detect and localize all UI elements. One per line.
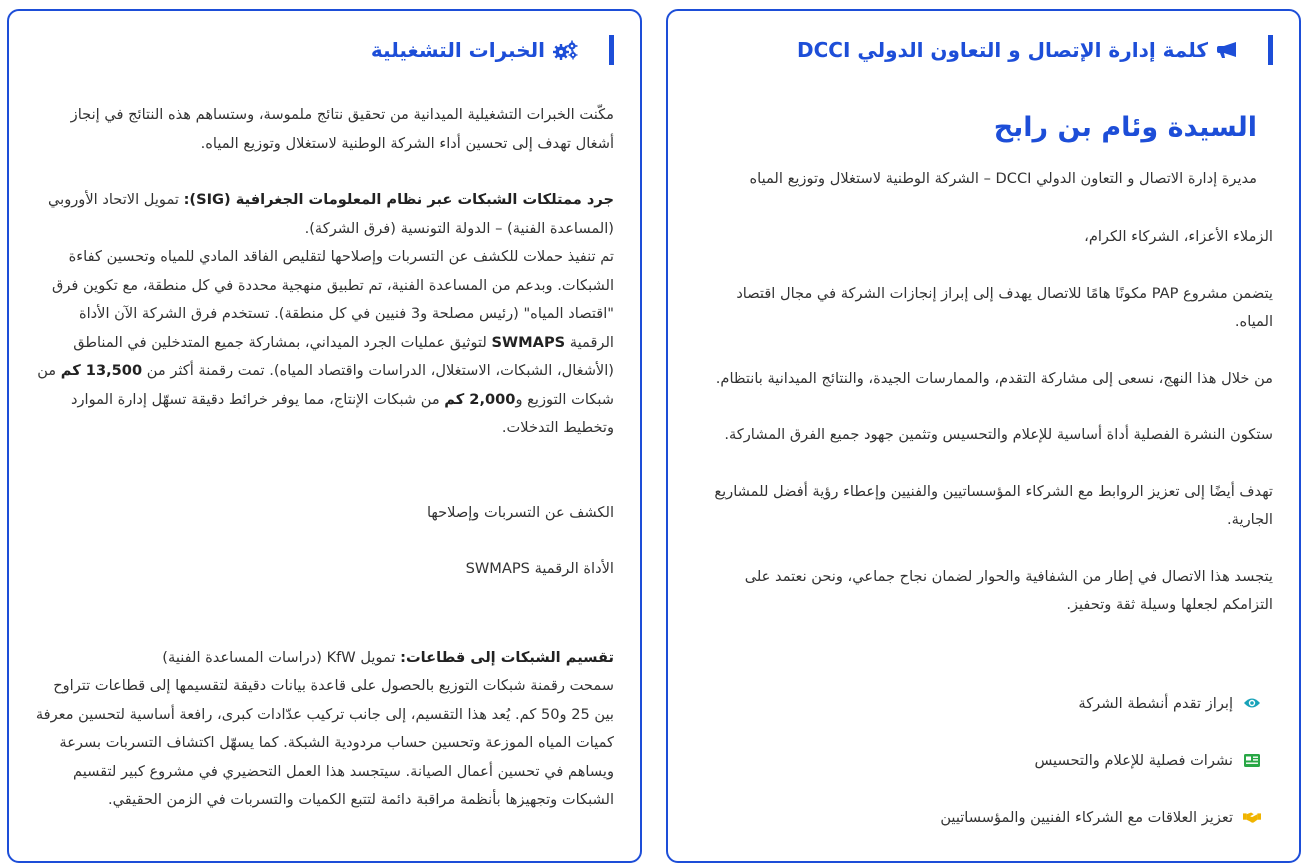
production-km: 2,000 كم <box>444 390 516 408</box>
director-name: السيدة وئام بن رابح <box>993 112 1257 143</box>
director-role: مديرة إدارة الاتصال و التعاون الدولي DCCI – الشركة الوطنية لاستغلال وتوزيع المياه <box>749 170 1257 187</box>
swmaps-caption: الأداة الرقمية SWMAPS <box>465 560 614 577</box>
leak-detection-caption: الكشف عن التسربات وإصلاحها <box>426 503 614 521</box>
gears-icon <box>553 40 579 60</box>
operations-intro: مكّنت الخبرات التشغيلية الميدانية من تحقيق نتائج ملموسة، وستساهم هذه النتائج في إنجاز أشغال تهدف إلى تحسين أداء الشركة الوطنية لاستغلال وتوزيع المياه. <box>70 106 614 152</box>
newspaper-icon <box>1243 751 1261 769</box>
highlight-item <box>701 746 1261 774</box>
sig-section <box>32 186 614 243</box>
megaphone-icon <box>1216 40 1238 60</box>
sectorization-funding: تمويل KfW (دراسات المساعدة الفنية) <box>162 648 401 666</box>
sig-body-part: من شبكات الإنتاج، مما يوفر خرائط دقيقة تسهّل إدارة الموارد وتخطيط التدخلات. <box>70 390 614 436</box>
sig-body-part: لتوثيق عمليات الجرد الميداني، بمشاركة جميع المتدخلين في المناطق (الأشغال، الشبكات، الاستغلال، الدراسات واقتصاد المياه). تمت رقمنة أكثر من <box>73 333 614 379</box>
highlight-label: نشرات فصلية للإعلام والتحسيس <box>1034 751 1233 769</box>
handshake-icon <box>1243 808 1261 826</box>
sig-body <box>32 243 614 443</box>
sig-heading: جرد ممتلكات الشبكات عبر نظام المعلومات الجغرافية (SIG): <box>183 191 614 208</box>
sectorization-heading: تقسيم الشبكات إلى قطاعات: <box>400 648 614 666</box>
message-body <box>695 223 1273 648</box>
communication-title-text: كلمة إدارة الإتصال و التعاون الدولي DCCI <box>797 38 1208 62</box>
operations-card-title <box>35 35 614 65</box>
operations-body <box>32 101 614 815</box>
message-paragraph: يتجسد هذا الاتصال في إطار من الشفافية والحوار لضمان نجاح جماعي، ونحن نعتمد على التزامكم لجعلها وسيلة ثقة وتحفيز. <box>744 567 1273 613</box>
distribution-km: 13,500 كم <box>60 362 143 379</box>
highlight-label: تعزيز العلاقات مع الشركاء الفنيين والمؤسساتيين <box>940 808 1233 826</box>
operations-card <box>7 9 642 863</box>
communication-card <box>666 9 1301 863</box>
sig-funding: تمويل الاتحاد الأوروبي (المساعدة الفنية) – الدولة التونسية (فرق الشركة). <box>47 191 614 237</box>
communication-card-title <box>694 35 1273 65</box>
message-paragraph: تهدف أيضًا إلى تعزيز الروابط مع الشركاء المؤسساتيين والفنيين وإعطاء رؤية أفضل للمشاريع الجارية. <box>714 482 1273 528</box>
swmaps-tool: SWMAPS <box>491 333 566 351</box>
sectorization-section <box>32 644 614 673</box>
sig-body-part: من شبكات التوزيع و <box>37 362 614 408</box>
highlight-item <box>701 803 1261 831</box>
message-paragraph: من خلال هذا النهج، نسعى إلى مشاركة التقدم، والممارسات الجيدة، والنتائج الميدانية بانتظام. <box>715 369 1273 387</box>
sig-body-part: تم تنفيذ حملات للكشف عن التسربات وإصلاحها لتقليص الفاقد المادي للمياه وتحسين كفاءة الشبكات. وبدعم من المساعدة الفنية، تم تطبيق منهجية محددة في كل منطقة، مع تكوين فرق "اقتصاد المياه" (رئيس مصلحة و3 فنيين في كل منطقة). تستخدم فرق الشركة الآن الأداة الرقمية <box>52 248 614 351</box>
sectorization-body: سمحت رقمنة شبكات التوزيع بالحصول على قاعدة بيانات دقيقة لتقسيمها إلى قطاعات تتراوح بين 25 و50 كم. يُعد هذا التقسيم، إلى جانب تركيب عدّادات كبرى، رافعة أساسية لتحسين معرفة كميات المياه الموزعة وتحسين حساب مردودية الشبكة. كما يسهّل اكتشاف التسربات بسرعة ويساهم في تحسين أعمال الصيانة. سيتجسد هذا العمل التحضيري في مشروع كبير لتقسيم الشبكات وتجهيزها بأنظمة مراقبة دائمة لتتبع الكميات والتسربات في الزمن الحقيقي. <box>35 677 614 808</box>
message-paragraph: يتضمن مشروع PAP مكونًا هامًا للاتصال يهدف إلى إبراز إنجازات الشركة في مجال اقتصاد المياه. <box>736 284 1273 330</box>
message-paragraph: ستكون النشرة الفصلية أداة أساسية للإعلام والتحسيس وتثمين جهود جميع الفرق المشاركة. <box>724 426 1273 443</box>
message-paragraph: الزملاء الأعزاء، الشركاء الكرام، <box>1084 228 1273 245</box>
highlight-label: إبراز تقدم أنشطة الشركة <box>1078 694 1233 712</box>
operations-title-text: الخبرات التشغيلية <box>370 38 545 62</box>
highlights-list <box>701 689 1261 860</box>
highlight-item <box>701 689 1261 717</box>
eye-icon <box>1243 694 1261 712</box>
